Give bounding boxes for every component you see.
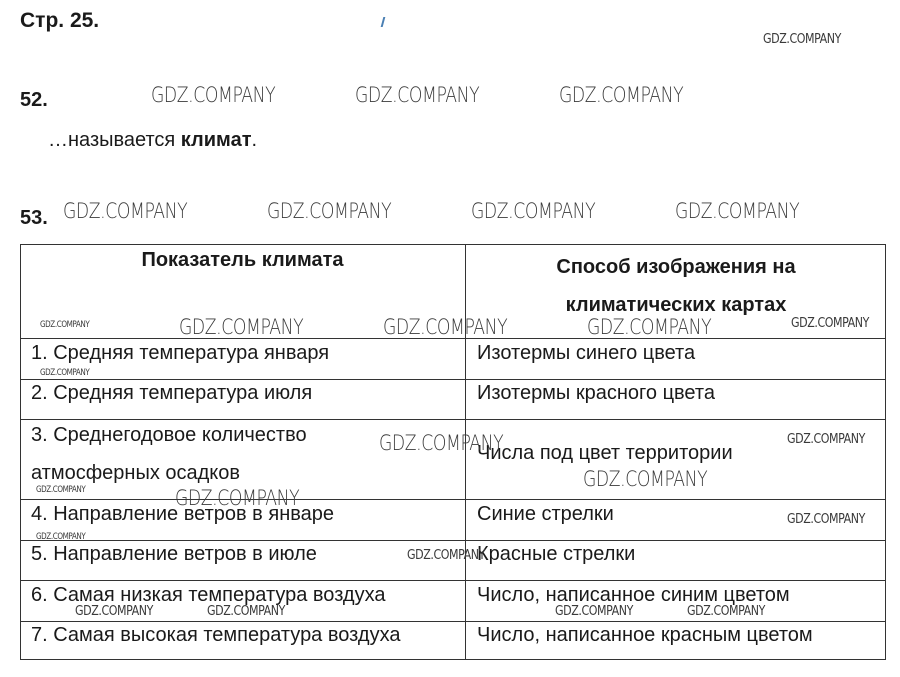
table-row-divider xyxy=(20,379,886,380)
task-52-answer xyxy=(48,129,257,152)
watermark: GDZ.COMPANY xyxy=(75,604,153,619)
watermark: GDZ.COMPANY xyxy=(791,316,869,331)
watermark: GDZ.COMPANY xyxy=(471,199,596,223)
table-cell-method: Изотермы синего цвета xyxy=(477,342,696,364)
watermark: GDZ.COMPANY xyxy=(763,32,841,47)
watermark: GDZ.COMPANY xyxy=(587,315,712,339)
page-title: Стр. 25. xyxy=(20,9,100,32)
table-row-divider xyxy=(20,419,886,420)
table-header-method-line2: климатических картах xyxy=(565,294,787,316)
watermark: GDZ.COMPANY xyxy=(407,548,485,563)
watermark: GDZ.COMPANY xyxy=(207,604,285,619)
watermark: GDZ.COMPANY xyxy=(355,83,480,107)
table-cell-indicator-line2: атмосферных осадков xyxy=(31,462,241,484)
watermark: GDZ.COMPANY xyxy=(383,315,508,339)
table-cell-method: Число, написанное красным цветом xyxy=(477,624,813,646)
watermark: GDZ.COMPANY xyxy=(555,604,633,619)
task-52-answer-term: климат xyxy=(180,129,252,151)
table-cell-method: Синие стрелки xyxy=(477,503,614,525)
watermark: GDZ.COMPANY xyxy=(687,604,765,619)
table-cell-method: Числа под цвет территории xyxy=(477,442,733,464)
watermark: GDZ.COMPANY xyxy=(175,486,300,510)
watermark: GDZ.COMPANY xyxy=(559,83,684,107)
watermark: GDZ.COMPANY xyxy=(36,485,86,495)
table-row-divider xyxy=(20,499,886,500)
table-cell-indicator: 5. Направление ветров в июле xyxy=(31,543,317,565)
task-52-answer-prefix: …называется xyxy=(48,129,181,151)
table-cell-method: Красные стрелки xyxy=(477,543,636,565)
watermark: GDZ.COMPANY xyxy=(675,199,800,223)
watermark: GDZ.COMPANY xyxy=(787,512,865,527)
table-cell-indicator: 2. Средняя температура июля xyxy=(31,382,313,404)
watermark: GDZ.COMPANY xyxy=(583,467,708,491)
watermark: GDZ.COMPANY xyxy=(151,83,276,107)
table-cell-method: Изотермы красного цвета xyxy=(477,382,715,404)
watermark: GDZ.COMPANY xyxy=(63,199,188,223)
table-row-divider xyxy=(20,580,886,581)
task-52-number: 52. xyxy=(20,89,48,111)
task-52-answer-suffix: . xyxy=(251,129,258,151)
watermark: GDZ.COMPANY xyxy=(379,431,504,455)
watermark: GDZ.COMPANY xyxy=(267,199,392,223)
table-cell-indicator: 4. Направление ветров в январе xyxy=(31,503,335,525)
table-header-method-line1: Способ изображения на xyxy=(556,256,796,278)
table-cell-indicator: 7. Самая высокая температура воздуха xyxy=(31,624,401,646)
table-cell-method: Число, написанное синим цветом xyxy=(477,584,790,606)
watermark: GDZ.COMPANY xyxy=(36,532,86,542)
table-row-divider xyxy=(20,540,886,541)
pen-mark xyxy=(381,17,386,27)
watermark: GDZ.COMPANY xyxy=(40,320,90,330)
table-cell-indicator: 1. Средняя температура января xyxy=(31,342,330,364)
table-row-divider xyxy=(20,621,886,622)
table-header-indicator: Показатель климата xyxy=(141,249,344,271)
table-cell-indicator: 6. Самая низкая температура воздуха xyxy=(31,584,386,606)
task-53-number: 53. xyxy=(20,207,48,229)
watermark: GDZ.COMPANY xyxy=(40,368,90,378)
watermark: GDZ.COMPANY xyxy=(179,315,304,339)
table-cell-indicator-line1: 3. Среднегодовое количество xyxy=(31,424,307,446)
watermark: GDZ.COMPANY xyxy=(787,432,865,447)
